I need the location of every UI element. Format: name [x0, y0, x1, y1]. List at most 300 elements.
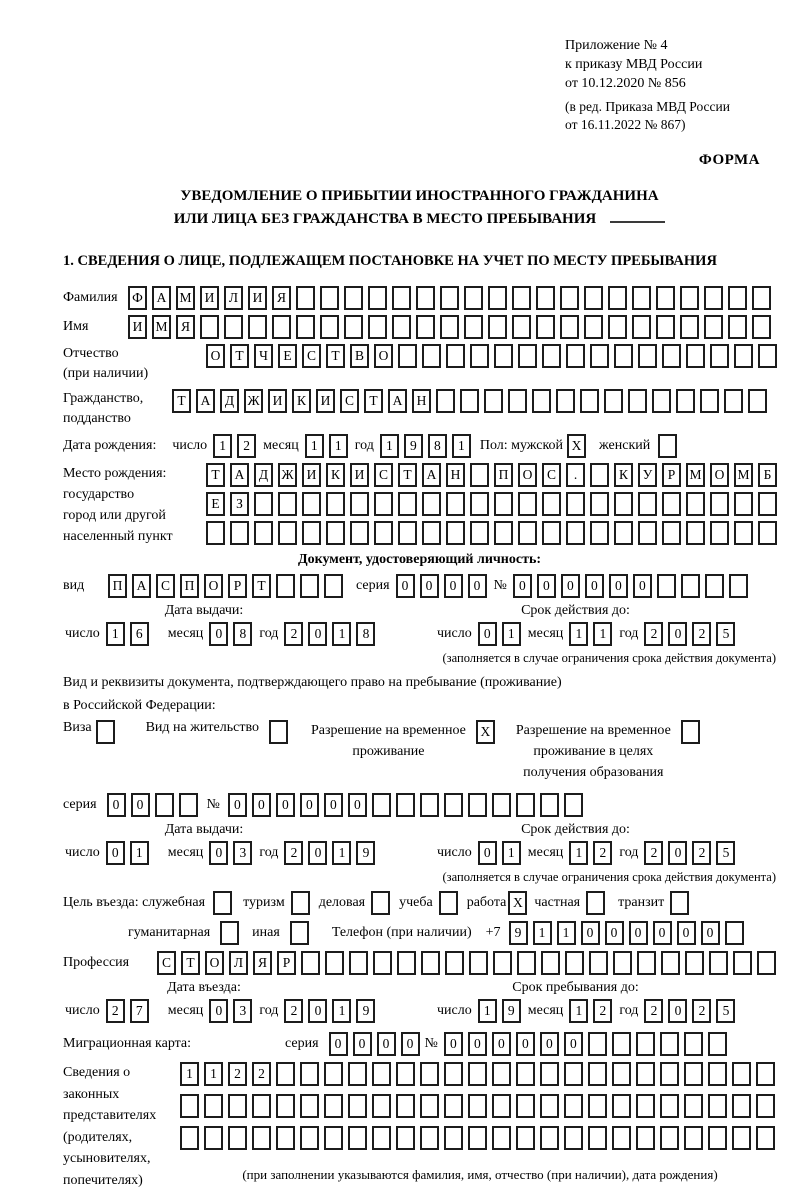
form-cell[interactable]: П	[180, 574, 199, 598]
form-cell[interactable]: Т	[364, 389, 383, 413]
form-cell[interactable]: А	[422, 463, 441, 487]
form-cell[interactable]: М	[686, 463, 705, 487]
form-cell[interactable]	[470, 463, 489, 487]
form-cell[interactable]	[636, 1126, 655, 1150]
purpose-humanitarian-checkbox[interactable]	[220, 921, 244, 945]
form-cell[interactable]	[248, 315, 267, 339]
form-cell[interactable]: 1	[106, 622, 125, 646]
form-cell[interactable]: 0	[701, 921, 720, 945]
form-cell[interactable]	[372, 1094, 391, 1118]
form-cell[interactable]: С	[374, 463, 393, 487]
form-cell[interactable]	[586, 891, 605, 915]
form-cell[interactable]	[422, 521, 441, 545]
entry-year-cells[interactable]	[284, 999, 380, 1023]
form-cell[interactable]	[756, 1126, 775, 1150]
form-cell[interactable]: 0	[537, 574, 556, 598]
form-cell[interactable]	[638, 521, 657, 545]
form-cell[interactable]	[590, 463, 609, 487]
form-cell[interactable]: 1	[593, 622, 612, 646]
permit-expiry-day-cells[interactable]	[478, 841, 526, 865]
form-cell[interactable]: О	[374, 344, 393, 368]
form-cell[interactable]	[566, 492, 585, 516]
form-cell[interactable]	[228, 1126, 247, 1150]
form-cell[interactable]	[636, 1062, 655, 1086]
form-cell[interactable]: Д	[220, 389, 239, 413]
permit-issue-day-cells[interactable]	[106, 841, 154, 865]
form-cell[interactable]	[254, 492, 273, 516]
form-cell[interactable]: Т	[252, 574, 271, 598]
form-cell[interactable]: Т	[398, 463, 417, 487]
form-cell[interactable]: И	[128, 315, 147, 339]
form-cell[interactable]	[638, 344, 657, 368]
form-cell[interactable]: 0	[516, 1032, 535, 1056]
form-cell[interactable]	[680, 315, 699, 339]
form-cell[interactable]	[348, 1126, 367, 1150]
form-cell[interactable]	[512, 286, 531, 310]
form-cell[interactable]: М	[176, 286, 195, 310]
form-cell[interactable]	[756, 1062, 775, 1086]
form-cell[interactable]	[508, 389, 527, 413]
representatives-cells-2[interactable]	[180, 1094, 780, 1118]
form-cell[interactable]	[374, 521, 393, 545]
form-cell[interactable]	[179, 793, 198, 817]
form-cell[interactable]	[612, 1032, 631, 1056]
form-cell[interactable]: Р	[277, 951, 296, 975]
form-cell[interactable]	[632, 315, 651, 339]
form-cell[interactable]	[660, 1126, 679, 1150]
form-cell[interactable]: 2	[106, 999, 125, 1023]
form-cell[interactable]	[420, 1126, 439, 1150]
form-cell[interactable]	[372, 1062, 391, 1086]
form-cell[interactable]: 0	[478, 622, 497, 646]
form-cell[interactable]	[512, 315, 531, 339]
form-cell[interactable]	[470, 492, 489, 516]
form-cell[interactable]: 1	[569, 999, 588, 1023]
form-cell[interactable]	[468, 1126, 487, 1150]
form-cell[interactable]	[372, 793, 391, 817]
form-cell[interactable]: 0	[420, 574, 439, 598]
form-cell[interactable]	[320, 286, 339, 310]
form-cell[interactable]: З	[230, 492, 249, 516]
form-cell[interactable]	[566, 521, 585, 545]
form-cell[interactable]	[704, 286, 723, 310]
form-cell[interactable]	[708, 1032, 727, 1056]
sex-female-checkbox[interactable]	[658, 434, 682, 458]
purpose-official-checkbox[interactable]	[213, 891, 237, 915]
form-cell[interactable]	[320, 315, 339, 339]
permit-issue-month-cells[interactable]	[209, 841, 257, 865]
form-cell[interactable]	[276, 1126, 295, 1150]
form-cell[interactable]: С	[302, 344, 321, 368]
form-cell[interactable]	[396, 1094, 415, 1118]
form-cell[interactable]	[684, 1032, 703, 1056]
form-cell[interactable]: 5	[716, 841, 735, 865]
form-cell[interactable]	[710, 521, 729, 545]
form-cell[interactable]: .	[566, 463, 585, 487]
form-cell[interactable]: 0	[668, 622, 687, 646]
form-cell[interactable]: Т	[326, 344, 345, 368]
form-cell[interactable]	[684, 1126, 703, 1150]
form-cell[interactable]	[302, 521, 321, 545]
form-cell[interactable]: И	[350, 463, 369, 487]
form-cell[interactable]	[564, 1094, 583, 1118]
form-cell[interactable]	[518, 344, 537, 368]
form-cell[interactable]	[398, 521, 417, 545]
form-cell[interactable]	[420, 1094, 439, 1118]
form-cell[interactable]: 0	[308, 622, 327, 646]
form-cell[interactable]: М	[734, 463, 753, 487]
form-cell[interactable]	[752, 315, 771, 339]
form-cell[interactable]: 1	[533, 921, 552, 945]
birth-month-cells[interactable]	[305, 434, 353, 458]
form-cell[interactable]: 0	[348, 793, 367, 817]
form-cell[interactable]: 0	[209, 622, 228, 646]
form-cell[interactable]: 2	[284, 999, 303, 1023]
form-cell[interactable]	[324, 1094, 343, 1118]
permit-number-cells[interactable]	[228, 793, 588, 817]
form-cell[interactable]	[445, 951, 464, 975]
form-cell[interactable]	[590, 521, 609, 545]
form-cell[interactable]	[518, 521, 537, 545]
form-cell[interactable]	[398, 492, 417, 516]
form-cell[interactable]: X	[567, 434, 586, 458]
form-cell[interactable]	[350, 521, 369, 545]
form-cell[interactable]	[494, 492, 513, 516]
form-cell[interactable]	[662, 492, 681, 516]
form-cell[interactable]	[758, 521, 777, 545]
form-cell[interactable]: Н	[412, 389, 431, 413]
citizenship-cells[interactable]	[172, 389, 772, 413]
form-cell[interactable]	[734, 344, 753, 368]
form-cell[interactable]	[686, 344, 705, 368]
form-cell[interactable]	[460, 389, 479, 413]
form-cell[interactable]	[700, 389, 719, 413]
doc-issue-day-cells[interactable]	[106, 622, 154, 646]
form-cell[interactable]	[565, 951, 584, 975]
form-cell[interactable]: А	[132, 574, 151, 598]
form-cell[interactable]: 0	[228, 793, 247, 817]
form-cell[interactable]	[652, 389, 671, 413]
form-cell[interactable]: С	[542, 463, 561, 487]
form-cell[interactable]	[252, 1094, 271, 1118]
form-cell[interactable]	[492, 1094, 511, 1118]
form-cell[interactable]: А	[230, 463, 249, 487]
doc-expiry-month-cells[interactable]	[569, 622, 617, 646]
form-cell[interactable]: 5	[716, 999, 735, 1023]
form-cell[interactable]	[444, 793, 463, 817]
form-cell[interactable]	[612, 1062, 631, 1086]
form-cell[interactable]	[464, 315, 483, 339]
form-cell[interactable]	[291, 891, 310, 915]
form-cell[interactable]: И	[200, 286, 219, 310]
form-cell[interactable]	[637, 951, 656, 975]
form-cell[interactable]: 1	[452, 434, 471, 458]
form-cell[interactable]	[440, 286, 459, 310]
form-cell[interactable]	[684, 1094, 703, 1118]
doc-type-cells[interactable]	[108, 574, 348, 598]
purpose-study-checkbox[interactable]	[439, 891, 463, 915]
form-cell[interactable]: И	[248, 286, 267, 310]
form-cell[interactable]	[470, 344, 489, 368]
form-cell[interactable]: И	[316, 389, 335, 413]
form-cell[interactable]	[326, 492, 345, 516]
form-cell[interactable]	[708, 1062, 727, 1086]
form-cell[interactable]: К	[614, 463, 633, 487]
form-cell[interactable]: 6	[130, 622, 149, 646]
form-cell[interactable]: 0	[513, 574, 532, 598]
form-cell[interactable]: П	[108, 574, 127, 598]
form-cell[interactable]: В	[350, 344, 369, 368]
permit-expiry-month-cells[interactable]	[569, 841, 617, 865]
form-cell[interactable]: 1	[130, 841, 149, 865]
form-cell[interactable]	[732, 1126, 751, 1150]
form-cell[interactable]: К	[292, 389, 311, 413]
form-cell[interactable]	[325, 951, 344, 975]
form-cell[interactable]	[542, 344, 561, 368]
form-cell[interactable]: 2	[692, 841, 711, 865]
purpose-private-checkbox[interactable]	[586, 891, 610, 915]
form-cell[interactable]: 2	[692, 622, 711, 646]
form-cell[interactable]	[468, 1094, 487, 1118]
form-cell[interactable]: 2	[644, 841, 663, 865]
form-cell[interactable]: 9	[509, 921, 528, 945]
form-cell[interactable]	[484, 389, 503, 413]
form-cell[interactable]	[542, 492, 561, 516]
form-cell[interactable]	[213, 891, 232, 915]
form-cell[interactable]: Т	[206, 463, 225, 487]
form-cell[interactable]	[488, 315, 507, 339]
form-cell[interactable]	[734, 521, 753, 545]
form-cell[interactable]	[368, 286, 387, 310]
form-cell[interactable]	[709, 951, 728, 975]
form-cell[interactable]	[396, 1126, 415, 1150]
form-cell[interactable]: 2	[237, 434, 256, 458]
form-cell[interactable]: 0	[478, 841, 497, 865]
form-cell[interactable]: 0	[561, 574, 580, 598]
birth-day-cells[interactable]	[213, 434, 261, 458]
form-cell[interactable]	[278, 521, 297, 545]
form-cell[interactable]: Ч	[254, 344, 273, 368]
form-cell[interactable]	[368, 315, 387, 339]
form-cell[interactable]	[758, 344, 777, 368]
form-cell[interactable]	[660, 1032, 679, 1056]
form-cell[interactable]	[758, 492, 777, 516]
form-cell[interactable]: 0	[540, 1032, 559, 1056]
form-cell[interactable]	[628, 389, 647, 413]
residence-permit-checkbox[interactable]	[269, 720, 293, 744]
form-cell[interactable]	[372, 1126, 391, 1150]
form-cell[interactable]	[662, 344, 681, 368]
form-cell[interactable]	[324, 574, 343, 598]
form-cell[interactable]	[734, 492, 753, 516]
form-cell[interactable]	[422, 344, 441, 368]
form-cell[interactable]	[350, 492, 369, 516]
form-cell[interactable]	[612, 1094, 631, 1118]
form-cell[interactable]: 1	[305, 434, 324, 458]
form-cell[interactable]	[302, 492, 321, 516]
form-cell[interactable]	[440, 315, 459, 339]
form-cell[interactable]	[200, 315, 219, 339]
form-cell[interactable]: М	[152, 315, 171, 339]
form-cell[interactable]: А	[152, 286, 171, 310]
form-cell[interactable]	[296, 286, 315, 310]
form-cell[interactable]	[656, 315, 675, 339]
form-cell[interactable]: 9	[502, 999, 521, 1023]
form-cell[interactable]	[560, 315, 579, 339]
form-cell[interactable]	[420, 1062, 439, 1086]
form-cell[interactable]	[224, 315, 243, 339]
form-cell[interactable]	[660, 1062, 679, 1086]
form-cell[interactable]: С	[340, 389, 359, 413]
stay-year-cells[interactable]	[644, 999, 740, 1023]
form-cell[interactable]	[748, 389, 767, 413]
birthplace-cells-2[interactable]	[206, 492, 782, 516]
representatives-cells-3[interactable]	[180, 1126, 780, 1150]
form-cell[interactable]	[444, 1126, 463, 1150]
form-cell[interactable]: 0	[677, 921, 696, 945]
form-cell[interactable]	[416, 286, 435, 310]
form-cell[interactable]	[228, 1094, 247, 1118]
form-cell[interactable]: Н	[446, 463, 465, 487]
form-cell[interactable]	[220, 921, 239, 945]
representatives-cells-1[interactable]	[180, 1062, 780, 1086]
form-cell[interactable]: 1	[569, 622, 588, 646]
form-cell[interactable]	[564, 793, 583, 817]
form-cell[interactable]: 2	[284, 622, 303, 646]
form-cell[interactable]	[613, 951, 632, 975]
form-cell[interactable]: 8	[233, 622, 252, 646]
form-cell[interactable]: П	[494, 463, 513, 487]
form-cell[interactable]	[564, 1126, 583, 1150]
purpose-tourism-checkbox[interactable]	[291, 891, 315, 915]
form-cell[interactable]: С	[157, 951, 176, 975]
form-cell[interactable]: Б	[758, 463, 777, 487]
form-cell[interactable]: Д	[254, 463, 273, 487]
birthplace-cells-1[interactable]	[206, 463, 782, 487]
form-cell[interactable]: 1	[204, 1062, 223, 1086]
form-cell[interactable]: 1	[332, 999, 351, 1023]
form-cell[interactable]: 2	[593, 841, 612, 865]
form-cell[interactable]	[374, 492, 393, 516]
form-cell[interactable]: 1	[502, 841, 521, 865]
form-cell[interactable]: А	[196, 389, 215, 413]
form-cell[interactable]	[518, 492, 537, 516]
form-cell[interactable]: 3	[233, 841, 252, 865]
form-cell[interactable]	[326, 521, 345, 545]
doc-issue-year-cells[interactable]	[284, 622, 380, 646]
form-cell[interactable]: 2	[284, 841, 303, 865]
form-cell[interactable]	[300, 1062, 319, 1086]
form-cell[interactable]: 0	[668, 841, 687, 865]
form-cell[interactable]	[542, 521, 561, 545]
form-cell[interactable]: И	[268, 389, 287, 413]
form-cell[interactable]	[348, 1062, 367, 1086]
form-cell[interactable]	[556, 389, 575, 413]
form-cell[interactable]	[446, 521, 465, 545]
form-cell[interactable]	[724, 389, 743, 413]
form-cell[interactable]	[180, 1126, 199, 1150]
doc-issue-month-cells[interactable]	[209, 622, 257, 646]
doc-number-cells[interactable]	[513, 574, 753, 598]
form-cell[interactable]	[492, 1126, 511, 1150]
form-cell[interactable]	[230, 521, 249, 545]
form-cell[interactable]: 0	[605, 921, 624, 945]
form-cell[interactable]	[492, 1062, 511, 1086]
form-cell[interactable]: Ж	[278, 463, 297, 487]
form-cell[interactable]: 0	[396, 574, 415, 598]
form-cell[interactable]: 1	[557, 921, 576, 945]
migration-number-cells[interactable]	[444, 1032, 732, 1056]
form-cell[interactable]: 1	[180, 1062, 199, 1086]
form-cell[interactable]	[752, 286, 771, 310]
form-cell[interactable]: У	[638, 463, 657, 487]
birthplace-cells-3[interactable]	[206, 521, 782, 545]
form-cell[interactable]	[676, 389, 695, 413]
form-cell[interactable]	[662, 521, 681, 545]
form-cell[interactable]	[632, 286, 651, 310]
form-cell[interactable]	[708, 1126, 727, 1150]
form-cell[interactable]	[584, 286, 603, 310]
form-cell[interactable]	[604, 389, 623, 413]
form-cell[interactable]	[290, 921, 309, 945]
form-cell[interactable]	[469, 951, 488, 975]
form-cell[interactable]: 0	[444, 1032, 463, 1056]
form-cell[interactable]	[614, 492, 633, 516]
form-cell[interactable]	[685, 951, 704, 975]
form-cell[interactable]	[421, 951, 440, 975]
form-cell[interactable]	[276, 574, 295, 598]
form-cell[interactable]	[180, 1094, 199, 1118]
form-cell[interactable]: 0	[585, 574, 604, 598]
form-cell[interactable]	[708, 1094, 727, 1118]
form-cell[interactable]	[732, 1094, 751, 1118]
form-cell[interactable]: 1	[329, 434, 348, 458]
form-cell[interactable]	[494, 521, 513, 545]
form-cell[interactable]: 2	[252, 1062, 271, 1086]
form-cell[interactable]: Р	[662, 463, 681, 487]
form-cell[interactable]: О	[205, 951, 224, 975]
form-cell[interactable]	[155, 793, 174, 817]
form-cell[interactable]	[254, 521, 273, 545]
form-cell[interactable]: 0	[633, 574, 652, 598]
form-cell[interactable]: Е	[278, 344, 297, 368]
form-cell[interactable]: 0	[668, 999, 687, 1023]
form-cell[interactable]: 0	[353, 1032, 372, 1056]
form-cell[interactable]	[532, 389, 551, 413]
form-cell[interactable]: 9	[356, 999, 375, 1023]
form-cell[interactable]: 1	[213, 434, 232, 458]
form-cell[interactable]	[566, 344, 585, 368]
form-cell[interactable]	[704, 315, 723, 339]
form-cell[interactable]	[580, 389, 599, 413]
form-cell[interactable]	[371, 891, 390, 915]
form-cell[interactable]: 8	[356, 622, 375, 646]
form-cell[interactable]	[636, 1094, 655, 1118]
form-cell[interactable]	[468, 793, 487, 817]
birth-year-cells[interactable]	[380, 434, 476, 458]
form-cell[interactable]: О	[710, 463, 729, 487]
form-cell[interactable]: Ф	[128, 286, 147, 310]
migration-series-cells[interactable]	[329, 1032, 425, 1056]
form-cell[interactable]	[661, 951, 680, 975]
form-cell[interactable]: X	[476, 720, 495, 744]
form-cell[interactable]	[488, 286, 507, 310]
form-cell[interactable]: 0	[492, 1032, 511, 1056]
surname-cells[interactable]	[128, 286, 776, 310]
form-cell[interactable]	[252, 1126, 271, 1150]
form-cell[interactable]	[614, 521, 633, 545]
patronymic-cells[interactable]	[206, 344, 782, 368]
